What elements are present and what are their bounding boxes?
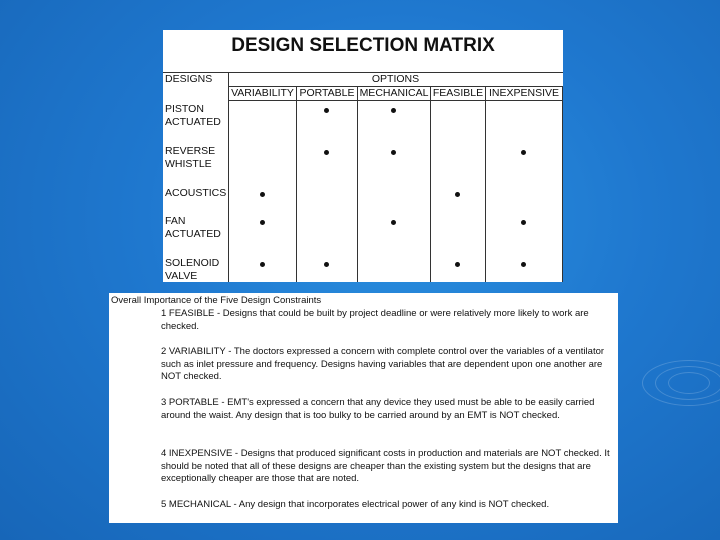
- row-label: REVERSE WHISTLE: [165, 145, 216, 170]
- check-mark: [260, 220, 265, 225]
- note-mechanical: 5 MECHANICAL - Any design that incorporates electrical power of any kind is NOT checked.: [161, 499, 550, 510]
- notes-heading: Overall Importance of the Five Design Constraints: [111, 295, 322, 306]
- design-matrix-table: [163, 72, 563, 282]
- options-header: OPTIONS: [371, 73, 420, 85]
- row-label: ACOUSTICS: [165, 187, 227, 199]
- background-ripple: [642, 360, 720, 406]
- check-mark: [260, 192, 265, 197]
- grid-line: [562, 86, 563, 282]
- row-label: FAN ACTUATED: [165, 215, 221, 240]
- check-mark: [455, 262, 460, 267]
- column-header: MECHANICAL: [359, 87, 429, 99]
- grid-line: [228, 72, 229, 282]
- note-feasible: 1 FEASIBLE - Designs that could be built by project deadline or were relatively more likely to work are checked.: [161, 308, 589, 332]
- matrix-title: DESIGN SELECTION MATRIX: [231, 35, 495, 56]
- note-portable: 3 PORTABLE - EMT's expressed a concern that any device they used must be able to be easily carried around the waist. Any design that is too bulky to be carried around by an EMT is NOT checked.: [161, 397, 595, 421]
- check-mark: [391, 220, 396, 225]
- check-mark: [391, 150, 396, 155]
- grid-line: [430, 86, 431, 282]
- grid-line: [296, 86, 297, 282]
- check-mark: [521, 150, 526, 155]
- note-variability: 2 VARIABILITY - The doctors expressed a concern with complete control over the variables of a ventilator such as inlet pressure and frequency. Designs having variables that are dependent upon one another are NOT checked.: [161, 346, 605, 382]
- grid-line: [228, 100, 563, 101]
- column-header: PORTABLE: [299, 87, 355, 99]
- grid-line: [485, 86, 486, 282]
- note-inexpensive: 4 INEXPENSIVE - Designs that produced significant costs in production and materials are NOT checked. It should be noted that all of these designs are cheaper than the existing system but the designs that are exceptionally cheaper are those that are noted.: [161, 448, 610, 484]
- check-mark: [324, 262, 329, 267]
- column-header: VARIABILITY: [231, 87, 294, 99]
- notes-panel: [109, 293, 618, 523]
- check-mark: [455, 192, 460, 197]
- row-label: SOLENOID VALVE: [165, 257, 220, 282]
- check-mark: [260, 262, 265, 267]
- check-mark: [391, 108, 396, 113]
- designs-header: DESIGNS: [165, 73, 213, 85]
- check-mark: [521, 220, 526, 225]
- grid-line: [357, 86, 358, 282]
- row-label: PISTON ACTUATED: [165, 103, 221, 128]
- column-header: FEASIBLE: [432, 87, 484, 99]
- matrix-panel: [163, 30, 563, 282]
- check-mark: [521, 262, 526, 267]
- check-mark: [324, 150, 329, 155]
- check-mark: [324, 108, 329, 113]
- column-header: INEXPENSIVE: [488, 87, 560, 99]
